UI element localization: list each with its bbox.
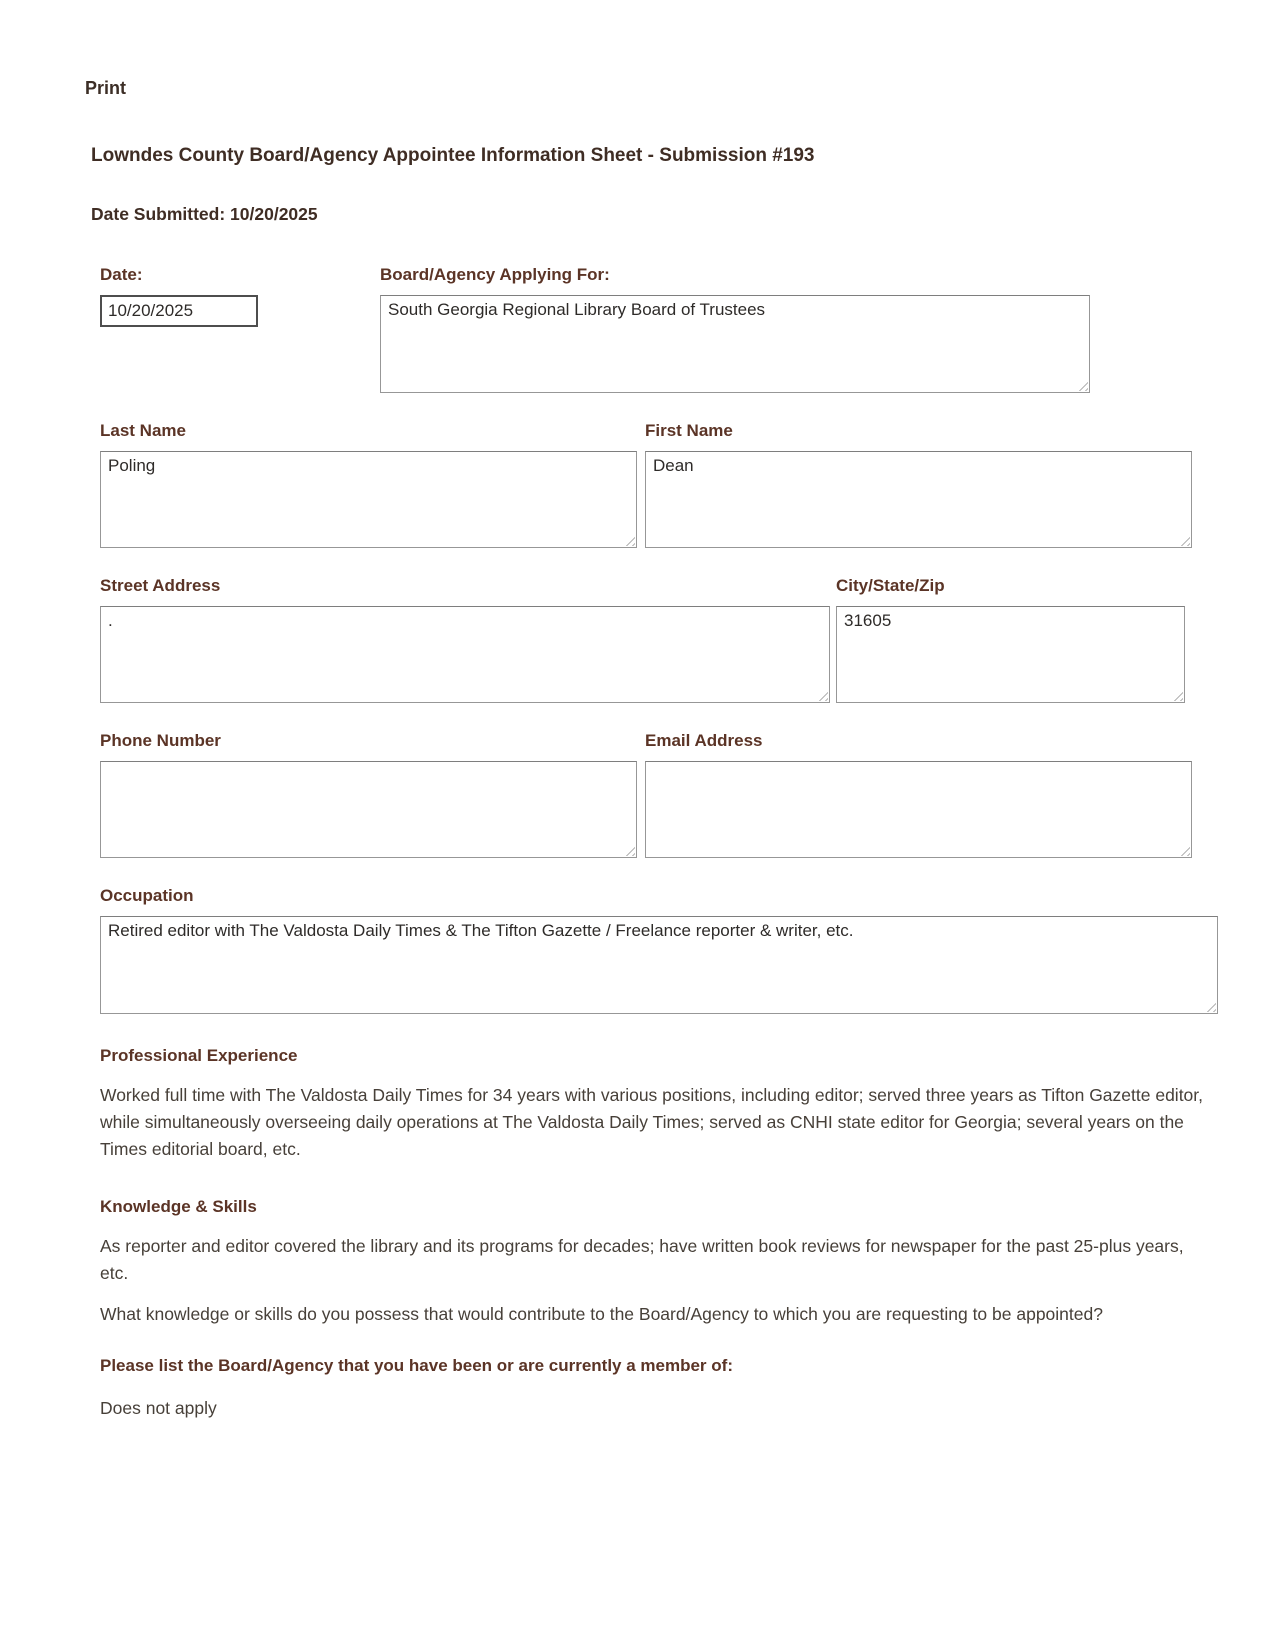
- first-name-textarea[interactable]: [645, 451, 1192, 548]
- phone-textarea[interactable]: [100, 761, 637, 858]
- email-textarea[interactable]: [645, 761, 1192, 858]
- first-name-label: First Name: [645, 421, 733, 440]
- occupation-field-group: [100, 886, 1218, 1014]
- member-of-answer: Does not apply: [100, 1398, 217, 1418]
- knowledge-skills-question: What knowledge or skills do you possess that would contribute to the Board/Agency to which you are requesting to be appointed?: [100, 1304, 1103, 1324]
- date-submitted: Date Submitted: 10/20/2025: [91, 204, 318, 224]
- knowledge-skills-heading: Knowledge & Skills: [100, 1197, 257, 1216]
- member-of-heading: Please list the Board/Agency that you have been or are currently a member of:: [100, 1356, 733, 1375]
- city-state-zip-field-group: [836, 576, 1185, 703]
- city-state-zip-textarea[interactable]: [836, 606, 1185, 703]
- professional-experience-heading: Professional Experience: [100, 1046, 298, 1065]
- phone-label: Phone Number: [100, 731, 221, 750]
- board-agency-label: Board/Agency Applying For:: [380, 265, 610, 284]
- row-names: [100, 421, 1225, 548]
- street-address-label: Street Address: [100, 576, 221, 595]
- last-name-field-group: [100, 421, 637, 548]
- email-label: Email Address: [645, 731, 763, 750]
- date-input[interactable]: [100, 295, 258, 327]
- board-agency-textarea[interactable]: [380, 295, 1090, 393]
- row-address: [100, 576, 1225, 703]
- professional-experience-text: Worked full time with The Valdosta Daily Times for 34 years with various positions, including editor; served three years as Tifton Gazette editor, while simultaneously overseeing daily operations at The Valdosta Daily Times; served as CNHI state editor for Georgia; several years on the Times editorial board, etc.: [100, 1085, 1204, 1159]
- date-label: Date:: [100, 265, 143, 284]
- row-contact: [100, 731, 1225, 858]
- page-title: Lowndes County Board/Agency Appointee Information Sheet - Submission #193: [91, 145, 815, 166]
- appointee-form: [100, 265, 1225, 1014]
- print-button[interactable]: Print: [85, 78, 127, 98]
- row-occupation: [100, 886, 1225, 1014]
- email-field-group: [645, 731, 1192, 858]
- city-state-zip-label: City/State/Zip: [836, 576, 945, 595]
- board-agency-field-group: [380, 265, 1090, 393]
- knowledge-skills-text: As reporter and editor covered the library and its programs for decades; have written book reviews for newspaper for the past 25-plus years, etc.: [100, 1236, 1184, 1283]
- occupation-label: Occupation: [100, 886, 194, 905]
- first-name-field-group: [645, 421, 1192, 548]
- street-address-field-group: [100, 576, 830, 703]
- street-address-textarea[interactable]: [100, 606, 830, 703]
- phone-field-group: [100, 731, 637, 858]
- last-name-label: Last Name: [100, 421, 186, 440]
- occupation-textarea[interactable]: [100, 916, 1218, 1014]
- row-date-board: [100, 265, 1225, 393]
- last-name-textarea[interactable]: [100, 451, 637, 548]
- date-field-group: [100, 265, 380, 393]
